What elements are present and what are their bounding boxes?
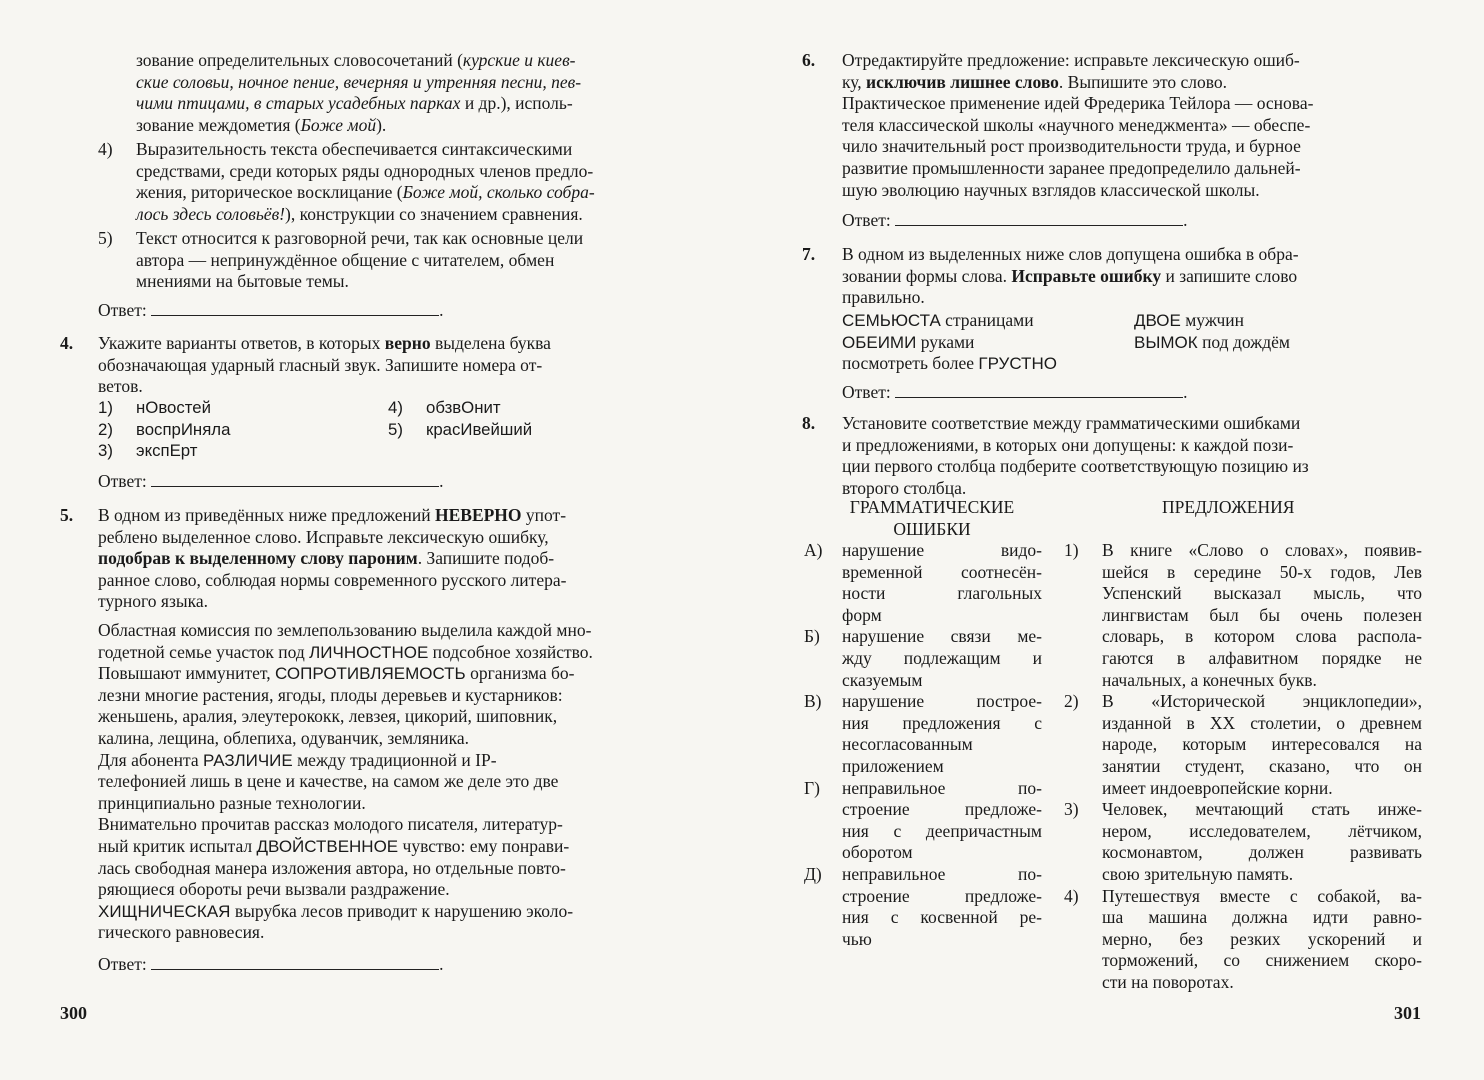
text-line: обозначающая ударный гласный звук. Запишите номера от- — [98, 354, 543, 375]
intro-line-italic: чими птицами, в старых усадебных парках — [136, 93, 461, 114]
intro-line: ). — [376, 114, 387, 135]
answer-label: Ответ: — [842, 210, 891, 230]
text-bold: Исправьте ошибку — [1011, 265, 1162, 286]
option — [98, 440, 378, 462]
error-key: Б) — [804, 626, 820, 647]
error-key: Г) — [804, 777, 820, 798]
text-line: сти на поворотах. — [1102, 971, 1234, 992]
text-line: ряющиеся обороты речи вызвали раздражение. — [98, 879, 450, 900]
answer-line-4: Ответ: . — [842, 210, 1188, 230]
text-line: подсобное хозяйство. — [428, 641, 593, 662]
error-item — [804, 540, 1044, 626]
highlighted-word: ГРУСТНО — [978, 354, 1057, 374]
text-line: Успенский высказал мысль, что — [1102, 583, 1422, 604]
page-number: 300 — [60, 1003, 87, 1023]
intro-line: и др.), исполь- — [460, 93, 573, 114]
task-7-words-col2 — [1134, 310, 1424, 353]
text-line: Повышают иммунитет, — [98, 663, 276, 684]
option-value: воспрИняла — [136, 419, 231, 439]
text-line: теля классической школы «научного менеджмента» — обеспе- — [842, 114, 1311, 135]
text-line: страницами — [940, 310, 1034, 330]
highlighted-word: РАЗЛИЧИЕ — [203, 750, 293, 770]
text-line: шейся в середине 50-х годов, Лев — [1102, 561, 1422, 582]
answer-blank[interactable] — [151, 954, 439, 970]
text-line: . Запишите подоб- — [417, 548, 555, 569]
text-line: Для абонента — [98, 749, 204, 770]
text-line: сказуемым — [842, 669, 923, 690]
text-line: мерно, без резких ускорений и — [1102, 928, 1422, 949]
text-line: изданной в XX столетии, о древнем — [1102, 712, 1422, 733]
text-line: В книге «Слово о словах», появив- — [1102, 540, 1422, 560]
answer-line-2: Ответ: . — [98, 471, 444, 491]
error-item — [804, 778, 1044, 864]
task-8-num: 8. — [802, 413, 816, 433]
text-line: шую эволюцию научных взглядов классической школы. — [842, 179, 1260, 200]
text-line: автора — непринуждённое общение с читателем, обмен — [136, 249, 555, 270]
page-number: 301 — [1394, 1003, 1421, 1023]
text-line: народе, которым интересовался на — [1102, 734, 1422, 755]
text-line: ранное слово, соблюдая нормы современного русского литера- — [98, 569, 567, 590]
answer-label: Ответ: — [842, 382, 891, 402]
task-5-num: 5. — [60, 505, 74, 525]
task-5-text — [98, 505, 672, 613]
answer-label: Ответ: — [98, 300, 147, 320]
text-line: турного языка. — [98, 591, 208, 612]
option-value: экспЕрт — [136, 441, 198, 461]
highlighted-word: ЛИЧНОСТНОЕ — [309, 642, 429, 662]
text-bold: верно — [384, 333, 431, 353]
task-6-text — [842, 50, 1422, 201]
text-line: чью — [842, 928, 872, 949]
text-line: гаются в алфавитном порядке не — [1102, 647, 1422, 668]
text-line: годетной семье участок под — [98, 641, 310, 662]
text-line: ции первого столбца подберите соответствующую позицию из — [842, 456, 1309, 477]
text-line: космонавтом, должен развивать — [1102, 842, 1422, 863]
text-line: временной соотнесён- — [842, 561, 1042, 582]
text-line: свою зрительную память. — [1102, 863, 1294, 884]
text-line: упот- — [521, 505, 567, 525]
text-line: Практическое применение идей Фредерика Тейлора — основа- — [842, 93, 1314, 114]
text-line: . Выпишите это слово. — [1058, 71, 1228, 92]
text-line: и запишите слово — [1161, 265, 1298, 286]
intro-line: зование определительных словосочетаний ( — [136, 50, 463, 70]
text-line: Установите соответствие между грамматическими ошибками — [842, 413, 1301, 433]
option-value: нОвостей — [136, 398, 211, 417]
text-line: Текст относится к разговорной речи, так как основные цели — [136, 228, 584, 248]
text-line: Областная комиссия по землепользованию выделила каждой мно- — [98, 620, 592, 640]
option — [98, 397, 378, 419]
text-line: женьшень, аралия, элеутерококк, левзея, цикорий, шиповник, — [98, 706, 558, 727]
text-line: занятии студент, сказано, что он — [1102, 755, 1422, 776]
text-line: гического равновесия. — [98, 922, 265, 943]
error-key: В) — [804, 691, 822, 712]
text-line: второго столбца. — [842, 477, 967, 498]
highlighted-word: ДВОЕ — [1134, 311, 1181, 330]
answer-line-3: Ответ: . — [98, 954, 444, 974]
text-bold: НЕВЕРНО — [434, 505, 522, 525]
text-line: В одном из приведённых ниже предложений — [98, 505, 435, 525]
text-line: неправильное по- — [842, 777, 1042, 798]
option — [388, 419, 668, 441]
text-line: В «Исторической энциклопедии», — [1102, 691, 1422, 712]
highlighted-word: СОПРОТИВЛЯЕМОСТЬ — [275, 664, 466, 684]
text-line: жду подлежащим и — [842, 647, 1042, 668]
text-line: между традиционной и IP- — [292, 749, 497, 770]
sentence-key: 1) — [1064, 540, 1079, 560]
text-line: торможений, со снижением скоро- — [1102, 950, 1422, 971]
text-line: неправильное по- — [842, 863, 1042, 884]
text-line: правильно. — [842, 287, 925, 308]
option-value: красИвейший — [426, 419, 533, 439]
task-5-sentences — [98, 620, 672, 944]
answer-line-5: Ответ: . — [842, 382, 1188, 402]
text-line: лась свободная манера изложения автора, но отдельные повто- — [98, 857, 566, 878]
text-line: ветов. — [98, 376, 143, 397]
text-line: нарушение связи ме- — [842, 626, 1042, 647]
header-line: ОШИБКИ — [893, 518, 971, 539]
error-item — [804, 691, 1044, 777]
item-5-text — [136, 228, 672, 293]
text-line: Выразительность текста обеспечивается синтаксическими — [136, 139, 573, 159]
text-line: ности глагольных — [842, 583, 1042, 604]
task-4-options-col2 — [388, 397, 668, 440]
text-line-italic: лось здесь соловьёв! — [136, 203, 285, 224]
item-4-num: 4) — [98, 139, 113, 159]
intro-line: зование междометия ( — [136, 114, 301, 135]
text-line: под дождём — [1197, 331, 1291, 352]
task-7-text — [842, 244, 1422, 309]
text-line: ку, — [842, 71, 867, 92]
text-line: ния предложения с — [842, 712, 1042, 733]
text-bold: исключив лишнее слово — [866, 71, 1059, 92]
text-line: Путешествуя вместе с собакой, ва- — [1102, 885, 1422, 906]
text-line: нарушение построе- — [842, 691, 1042, 712]
text-line: мужчин — [1180, 310, 1245, 330]
errors-column — [804, 540, 1044, 950]
text-line: приложением — [842, 755, 944, 776]
option-key: 1) — [98, 398, 113, 417]
answer-blank[interactable] — [895, 210, 1183, 226]
sentence-item — [1064, 886, 1424, 994]
error-key: Д) — [804, 863, 822, 884]
text-bold: подобрав к выделенному слову пароним — [98, 548, 418, 569]
item-4-text — [136, 139, 672, 225]
text-line: ), конструкции со значением сравнения. — [285, 203, 583, 224]
answer-blank[interactable] — [151, 300, 439, 316]
text-line: лезни многие растения, ягоды, плоды деревьев и кустарников: — [98, 684, 563, 705]
text-line: принципиально разные технологии. — [98, 792, 366, 813]
text-line: словарь, в котором слова распола- — [1102, 626, 1422, 647]
text-line: чувство: ему понрави- — [398, 835, 570, 856]
task-7-words-col1 — [842, 310, 1132, 375]
error-key: А) — [804, 540, 823, 560]
option — [388, 397, 668, 419]
text-line: Внимательно прочитав рассказ молодого писателя, литератур- — [98, 814, 563, 835]
text-line: калина, лещина, облепиха, одуванчик, земляника. — [98, 727, 469, 748]
text-line: лингвистам был бы очень полезен — [1102, 604, 1422, 625]
col2-header: ПРЕДЛОЖЕНИЯ — [1162, 497, 1295, 517]
answer-label: Ответ: — [98, 954, 147, 974]
highlighted-word: ДВОЙСТВЕННОЕ — [256, 836, 399, 856]
text-line: Отредактируйте предложение: исправьте лексическую ошиб- — [842, 50, 1300, 70]
option-key: 3) — [98, 441, 113, 461]
sentence-key: 4) — [1064, 885, 1079, 906]
text-line: ния с косвенной ре- — [842, 907, 1042, 928]
text-line: зовании формы слова. — [842, 265, 1012, 286]
answer-label: Ответ: — [98, 471, 147, 491]
text-line: и предложениями, в которых они допущены: к каждой пози- — [842, 434, 1294, 455]
text-line: развитие промышленности заранее предопределило дальней- — [842, 157, 1301, 178]
answer-blank[interactable] — [895, 382, 1183, 398]
option-key: 5) — [388, 419, 403, 439]
text-line: жения, риторическое восклицание ( — [136, 182, 403, 203]
task-4-text — [98, 333, 672, 398]
option-key: 2) — [98, 419, 113, 439]
text-line: В одном из выделенных ниже слов допущена ошибка в обра- — [842, 244, 1299, 264]
text-line: телефонией лишь в цене и качестве, на самом же деле это две — [98, 771, 559, 792]
highlighted-word: СЕМЬЮСТА — [842, 311, 941, 330]
highlighted-word: ХИЩНИЧЕСКАЯ — [98, 901, 231, 921]
text-line: организма бо- — [465, 663, 575, 684]
task-6-num: 6. — [802, 50, 816, 70]
text-line: вырубка лесов приводит к нарушению эколо- — [230, 900, 574, 921]
answer-line-1: Ответ: . — [98, 300, 444, 320]
answer-blank[interactable] — [151, 471, 439, 487]
intro-text — [136, 50, 672, 136]
text-line: средствами, среди которых ряды однородных членов предло- — [136, 160, 594, 181]
text-line: руками — [916, 331, 975, 352]
sentence-item — [1064, 540, 1424, 691]
task-8-text — [842, 413, 1422, 499]
highlighted-word: ОБЕИМИ — [842, 332, 917, 352]
text-line: начальных, а конечных букв. — [1102, 669, 1317, 690]
col1-header — [822, 497, 1042, 540]
text-line: строение предложе- — [842, 885, 1042, 906]
intro-line-italic: Боже мой — [300, 114, 377, 135]
text-line: выделена буква — [430, 333, 551, 353]
text-line: нером, исследователем, лётчиком, — [1102, 820, 1422, 841]
intro-line-italic: ские соловьи, ночное пение, вечерняя и утренняя песни, пев- — [136, 71, 582, 92]
text-line: мнениями на бытовые темы. — [136, 271, 349, 292]
text-line-italic: Боже мой, сколько собра- — [402, 182, 595, 203]
task-4-options-col1 — [98, 397, 378, 462]
option-value: обзвОнит — [426, 398, 501, 417]
text-line: Укажите варианты ответов, в которых — [98, 333, 385, 353]
highlighted-word: ВЫМОК — [1134, 332, 1198, 352]
task-7-num: 7. — [802, 244, 816, 264]
sentences-column — [1064, 540, 1424, 993]
text-line: нарушение видо- — [842, 540, 1042, 560]
text-line: чило значительный рост производительности труда, и бурное — [842, 136, 1301, 157]
text-line: ша машина должна идти равно- — [1102, 907, 1422, 928]
text-line: оборотом — [842, 842, 913, 863]
option — [98, 419, 378, 441]
sentence-item — [1064, 799, 1424, 885]
header-line: ГРАММАТИЧЕСКИЕ — [849, 497, 1015, 517]
error-item — [804, 864, 1044, 950]
text-line: несогласованным — [842, 734, 973, 755]
intro-line-italic: курские и киев- — [462, 50, 576, 70]
text-line: ный критик испытал — [98, 835, 257, 856]
right-page — [742, 0, 1484, 1080]
text-line: форм — [842, 604, 882, 625]
text-line: имеет индоевропейские корни. — [1102, 777, 1333, 798]
text-line: строение предложе- — [842, 799, 1042, 820]
text-line: ния с деепричастным — [842, 820, 1042, 841]
text-line: реблено выделенное слово. Исправьте лексическую ошибку, — [98, 526, 549, 547]
item-5-num: 5) — [98, 228, 113, 248]
error-item — [804, 626, 1044, 691]
option-key: 4) — [388, 398, 403, 417]
task-4-num: 4. — [60, 333, 74, 353]
text-line: посмотреть более — [842, 353, 979, 374]
sentence-key: 3) — [1064, 799, 1079, 820]
text-line: Человек, мечтающий стать инже- — [1102, 799, 1422, 820]
sentence-item — [1064, 691, 1424, 799]
sentence-key: 2) — [1064, 691, 1079, 712]
